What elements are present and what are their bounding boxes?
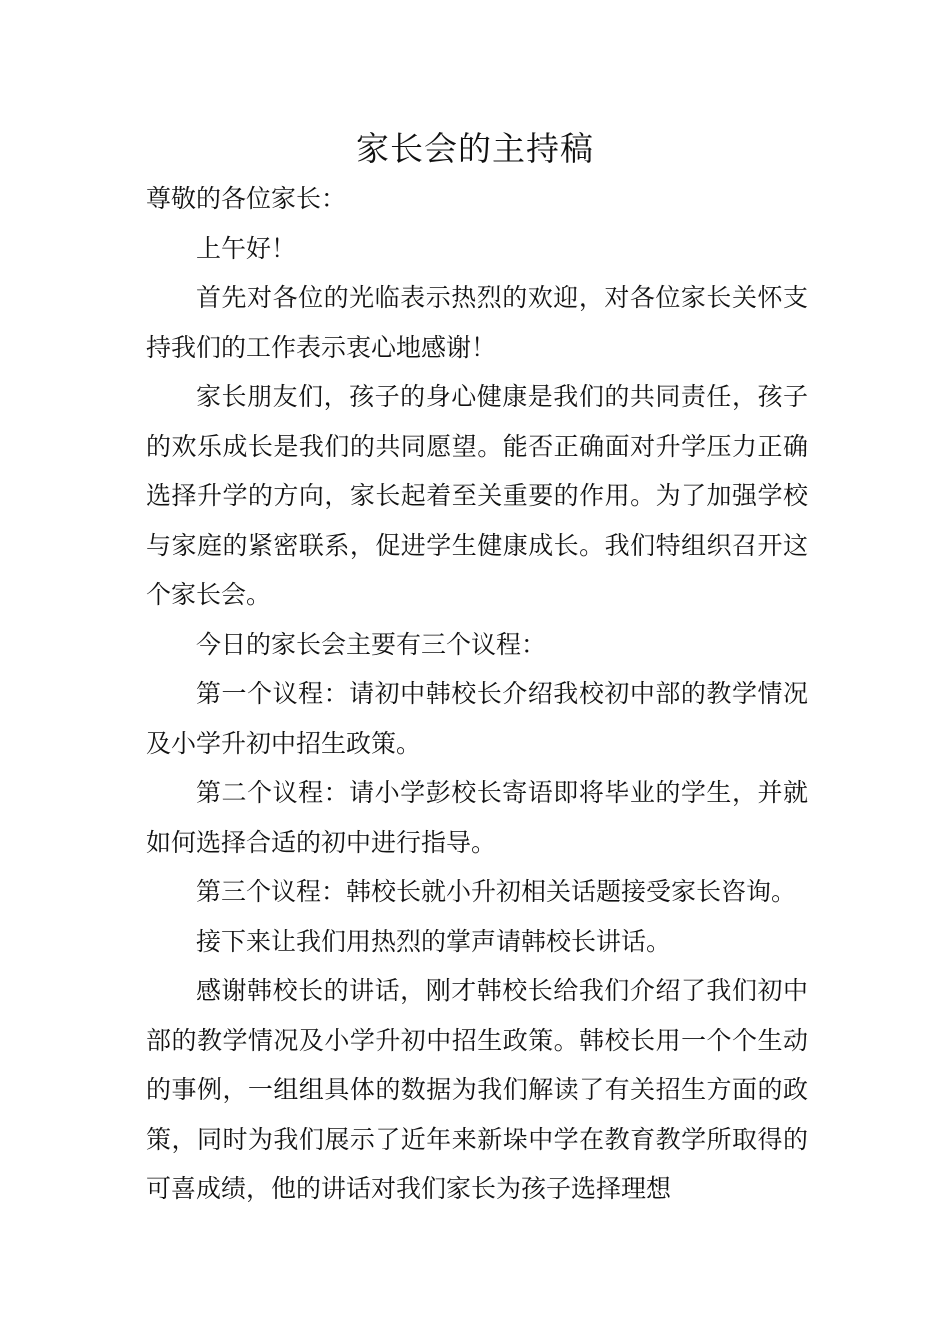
document-title: 家长会的主持稿	[356, 129, 594, 168]
agenda-item-1: 第一个议程：请初中韩校长介绍我校初中部的教学情况及小学升初中招生政策。	[146, 679, 808, 758]
intro-paragraph: 家长朋友们，孩子的身心健康是我们的共同责任，孩子的欢乐成长是我们的共同愿望。能否正确面对升学压力正确选择升学的方向，家长起着至关重要的作用。为了加强学校与家庭的紧密联系，促进学生健康成长。我们特组织召开这个家长会。	[146, 382, 808, 609]
greeting-paragraph: 上午好！	[196, 233, 297, 263]
welcome-paragraph: 首先对各位的光临表示热烈的欢迎，对各位家长关怀支持我们的工作表示衷心地感谢！	[146, 283, 808, 362]
agenda-item-3: 第三个议程：韩校长就小升初相关话题接受家长咨询。	[196, 877, 797, 906]
agenda-intro-paragraph: 今日的家长会主要有三个议程：	[196, 629, 547, 659]
salutation: 尊敬的各位家长：	[146, 184, 347, 213]
transition-paragraph: 接下来让我们用热烈的掌声请韩校长讲话。	[196, 926, 672, 956]
thanks-paragraph: 感谢韩校长的讲话，刚才韩校长给我们介绍了我们初中部的教学情况及小学升初中招生政策。韩校长用一个个生动的事例，一组组具体的数据为我们解读了有关招生方面的政策，同时为我们展示了近年来新垛中学在教育教学所取得的可喜成绩，他的讲话对我们家长为孩子选择理想	[146, 976, 808, 1203]
document-body	[146, 174, 808, 1214]
agenda-item-2: 第二个议程：请小学彭校长寄语即将毕业的学生，并就如何选择合适的初中进行指导。	[146, 778, 808, 857]
